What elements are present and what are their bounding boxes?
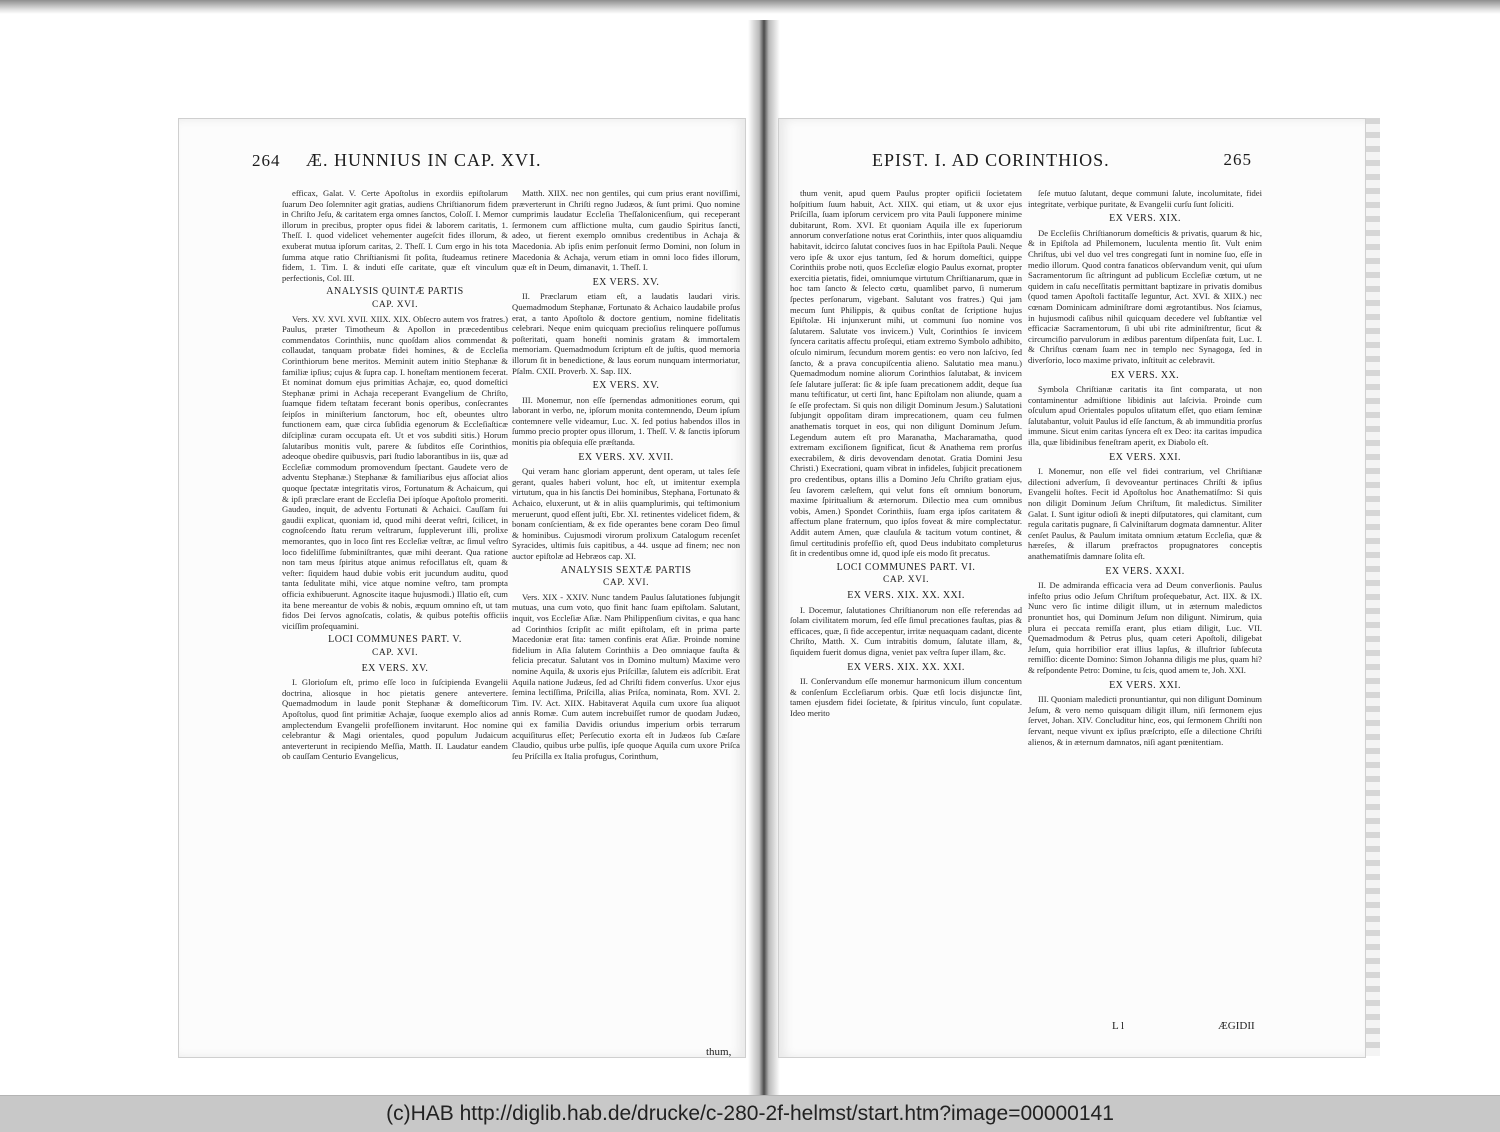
right-column-2 [1028,188,1262,1048]
page-edge-strip [1366,118,1380,1056]
paragraph: II. De admiranda efficacia vera ad Deum converſionis. Paulus infeſto prius odio Jeſum Chriſtum proſequebatur, Act. IIX. & IX. Nunc vero ſic intime diligit illum, ut in æternum maledictos pronuntiet hos, qui Dominum Jeſum non diligunt. Nimirum, quia plura ei peccata remiſſa erant, plus etiam diligit, Luc. VII. Quemadmodum & Petrus plus, quam ceteri Apoſtoli, diligebat Jeſum, quia horribilior erat illius lapſus, & illuſtrior ſubſecuta remiſſio: dicente Domino: Simon Johanna diligis me plus, quam hi? & reſpondente Petro: Domine, tu ſcis, quod amem te, Joh. XXI. [1028,580,1262,675]
section-heading: LOCI COMMUNES PART. VI. [836,561,976,573]
verse-heading: EX VERS. XIX. [1109,213,1181,225]
verse-heading: EX VERS. XIX. XX. XXI. [847,661,965,673]
verse-heading: EX VERS. XV. [361,662,429,674]
chapter-heading: CAP. XVI. [603,578,649,589]
scan-top-shadow [0,0,1500,14]
right-header-title: EPIST. I. AD CORINTHIOS. [872,150,1110,170]
paragraph: thum venit, apud quem Paulus propter opificii ſocietatem hoſpitium ſuum habuit, Act. XIIX. qui etiam, ut & uxor ejus Priſcilla, ſuam ipſorum cervicem pro vita Pauli ſupponere minime dubitarunt, Rom. XVI. Et quoniam Aquila ille ex ſuperiorum annorum converſatione notus erat Corinthiis, inter quos aliquamdiu habitavit, idcirco ſalutat concives ſuos in hac Epiſtola Pauli. Neque vero ipſe & uxor ejus tantum, ſed & horum domeſtici, quippe Corinthiis probe noti, quos Eccleſiæ elogio Paulus exornat, propter exercitia pietatis, fidei, omniumque virtutum Chriſtianarum, quæ in hoc tam ſancto & ſelecto cœtu, quamlibet parvo, ſi numerum ſpectes perſonarum, vigebant. Salutant vos fratres.) Qui jam mecum ſunt Philippis, & quibus conſtat de ſcriptione hujus Epiſtolæ. Hi injunxerunt mihi, ut communi ſuo nomine vos ſalutarem. Salutate vos invicem.) Vult, Corinthios ſe invicem ſyncera caritatis affectu proſequi, etiam extremo Symbolo adhibito, oſculo nimirum, ſecundum morem gentis: eo vero non laſcivo, ſed ſancto, & a prava concupiſcentia alieno. Salutatio mea manu.) Quemadmodum nomine aliorum Corinthios ſalutabat, & invicem ſeſe ſalutare juſſerat: ſic & ipſe ſuam precationem addit, deque ſua manu teſtificatur, ut certi ſint, hanc Epiſtolam non aliunde, quam a ſe eſſe profectam. Si quis non diligit Dominum Jesum.) Salutationi ſubjungit oppoſitam diram imprecationem, quam ceu fulmen anathematis torquet in eos, qui non diligunt Dominum Jeſum. Legendum autem eſt pro Maranatha, Macharamatha, quod extremam exciſionem ſignificat, ſicut & Anathema rem prorſus execrabilem, & diris devovendam denotat. Gratia Domini Jesu Christi.) Execrationi, quam vibrat in infideles, ſubjicit precationem pro credentibus, optans illis a Domino Jeſu Chriſto gratiam ejus, ſeu ſavorem cæleſtem, qui velut fons eſt omnium bonorum, maxime ſpiritualium & æternorum. Dilectio mea cum omnibus vobis, Amen.) Spondet Corinthiis, ſuam erga ipſos caritatem & affectum plane fraternum, quo ipſos foveat & mire complectatur. Addit autem Amen, quæ clauſula & tacitum votum continet, & ſimul certitudinis profeſſio eſt, quod Deus indubitato completurus ſit in credentibus omne id, quod ipſe eis modo ſit precatus. [790,188,1022,559]
left-header-title: Æ. HUNNIUS IN CAP. XVI. [306,150,542,170]
verse-heading: EX VERS. XV. [592,276,660,288]
paragraph: Symbola Chriſtianæ caritatis ita ſint comparata, ut non contaminentur admiſtione libidinis aut laſcivia. Proinde cum oſculum apud Orientales populos uſitatum eſſet, quo etiam ſeminæ ſalutabantur, voluit Paulus id eſſe ſanctum, & ab immunditia prorſus immune. Sicut enim caritas ſyncera eſt ex Deo: ita caritas impudica illa, quæ libidinibus feneſtram aperit, ex Diabolo eſt. [1028,384,1262,448]
paragraph: III. Quoniam maledicti pronuntiantur, qui non diligunt Dominum Jeſum, & vero nemo quisquam diligit illum, niſi ſermonem ejus ſervet, Johan. XIV. Concluditur hinc, eos, qui ſermonem Chriſti non ſervant, neque vivunt ex ipſius præſcripto, eſſe a dilectione Chriſti alienos, & in æternum damnatos, niſi agant pœnitentiam. [1028,694,1262,747]
paragraph: efficax, Galat. V. Certe Apoſtolus in exordiis epiſtolarum ſuarum Deo ſolemniter agit gratias, audiens Chriſtianorum fidem in Chriſto Jeſu, & caritatem erga omnes ſanctos, Coloſſ. I. Memor illorum in precibus, propter opus fidei & laborem caritatis, 1. Theſſ. I. quod videlicet vehementer augeſcit fides illorum, & exuberat mutua ipſorum caritas, 2. Theſſ. I. Cum ergo in his tota ſumma atque ratio Chriſtianismi ſit poſita, ſtudeamus retinere fidem, 1. Tim. I. & induti eſſe caritate, quæ eſt vinculum perfectionis, Col. III. [282,188,508,283]
paragraph: ſeſe mutuo ſalutant, deque communi ſalute, incolumitate, fidei integritate, verbique puritate, & Evangelii curſu ſunt ſoliciti. [1028,188,1262,209]
credit-text: (c)HAB http://diglib.hab.de/drucke/c-280-2f-helmst/start.htm?image=00000141 [386,1102,1114,1125]
verse-heading: EX VERS. XIX. XX. XXI. [847,589,965,601]
paragraph: II. Præclarum etiam eſt, a laudatis laudari viris. Quemadmodum Stephanæ, Fortunato & Achaico laudabile proſus erat, a tanto Apoſtolo & doctore gentium, nomine fidelitatis celebrari. Neque enim quicquam precioſius relinquere poſſumus poſteritati, quam honeſti nominis gratam & immortalem memoriam. Quemadmodum ſcriptum eſt de juſtis, quod memoria illorum ſit in benedictione, & laus eorum nunquam intermoriatur, Pſalm. CXII. Proverb. X. Sap. IIX. [512,291,740,376]
section-heading: ANALYSIS SEXTÆ PARTIS [560,564,692,576]
paragraph: III. Monemur, non eſſe ſpernendas admonitiones eorum, qui laborant in verbo, ne, ipſorum monita contemnendo, Deum ipſum contemnere velle videamur, Luc. X. ſed potius habendos illos in ſummo precio propter opus illorum, 1. Theſſ. V. & ſanctis ipſorum monitis pia obſequia eſſe præſtanda. [512,394,740,448]
right-column-1 [790,188,1022,1048]
paragraph: Matth. XIIX. nec non gentiles, qui cum prius erant noviſſimi, præverterunt in Chriſti regno Judæos, & ſunt primi. Quo nomine cumprimis laudatur Eccleſia Theſſalonicenſium, qui receperant ſermonem cum afflictione multa, cum gaudio Spiritus ſancti, adeo, ut fierent exemplo omnibus credentibus in Achaja & Macedonia. Ab ipſis enim perſonuit ſermo Domini, non ſolum in Macedonia & Achaja, verum etiam in omni loco fides illorum, quæ eſt in Deum, dimanavit, 1. Theſſ. I. [512,188,740,273]
verse-heading: EX VERS. XV. [592,380,660,392]
paragraph: I. Docemur, ſalutationes Chriſtianorum non eſſe referendas ad ſolam civilitatem morum, ſed eſſe ſimul precationes fauſtas, pias & efficaces, quæ, ſi fide accepentur, irritæ nequaquam cadant, dicente Chriſto, Matth. X. Cum intrabitis domum, ſalutate illam, &, ſiquidem fuerit domus digna, veniet pax veſtra ſuper illam, &c. [790,604,1022,657]
chapter-heading: CAP. XVI. [883,575,929,586]
book-gutter [748,20,780,1095]
chapter-heading: CAP. XVI. [372,647,418,658]
verse-heading: EX VERS. XXI. [1109,451,1181,463]
right-page-number: 265 [1223,150,1252,169]
paragraph: De Eccleſiis Chriſtianorum domeſticis & privatis, quarum & hic, & in Epiſtola ad Philemonem, luculenta mentio ſit. Vult enim Chriſtus, ubi vel duo vel tres congregati ſunt in nomine ſuo, eſſe in medio illorum. Quod contra fanaticos obſervandum venit, qui uſum Sacramentorum ſic aſtringunt ad publicum Eccleſiæ cœtum, ut ne quidem in caſu neceſſitatis permittant baptizare in privatis domibus (quod tamen Apoſtoli factitaſſe leguntur, Act. XVI. & XIIX.) nec cœnam Dominicam adminiſtrare domi ægrotantibus. Nos ſciamus, in hujusmodi caſibus nihil quicquam decedere vel ſubſtantiæ vel efficaciæ Sacramentorum, ſi ubi ubi rite adminiſtrentur, ſicut & circumciſio parvulorum in ædibus parentum diſpenſata fuit, Luc. I. & Chriſtus cœnam ſuam nec in templo nec Synagoga, ſed in diverſorio, loco maxime privato, inſtituit ac celebravit. [1028,227,1262,365]
left-page-number: 264 [252,151,281,170]
credit-bar [0,1095,1500,1132]
section-heading: LOCI COMMUNES PART. V. [328,634,462,646]
verse-heading: EX VERS. XX. [1111,369,1179,381]
paragraph: Vers. XIX - XXIV. Nunc tandem Paulus ſalutationes ſubjungit mutuas, una cum voto, quo finit hanc ſuam epiſtolam. Salutant, inquit, vos Eccleſiæ Aſiæ. Nam Philippenſium civitas, e qua hanc ad Corinthios ſcripſit ac miſit epiſtolam, eſt in prima parte Macedoniæ erat ſita: tamen confinis erat Aſiæ. Proinde nomine fidelium in Aſia ſalutem Corinthiis a Deo omniaque fauſta & felicia precatur. Salutant vos in Domino multum) Maxime vero nomine Aquila, & uxoris ejus Priſcillæ, ſalutem eis adſcribit. Erat Aquila natione Judæus, ſed ad Chriſti fidem converſus. Uxor ejus ſemina lectiſſima, Priſcilla, alias Priſca, nominata, Rom. XVI. 2. Tim. IV. Act. XIIX. Habitaverat Aquila cum uxore ſua aliquot annis Romæ. Cum autem increbuiſſet rumor de quodam Judæo, qui ex familia Davidis oriundus imperium orbis terrarum acquiſiturus eſſet; Perſecutio exorta eſt in Judæos ſub Cæſare Claudio, quibus urbe pulſis, ipſe quoque Aquila cum uxore Priſca ſeu Priſcilla ex Italia profugus, Corinthum, [512,591,740,761]
left-column-1 [282,188,508,1048]
verse-heading: EX VERS. XXXI. [1105,565,1185,577]
verse-heading: EX VERS. XV. XVII. [578,451,674,463]
right-catchword: ÆGIDII [1218,1020,1255,1032]
paragraph: Vers. XV. XVI. XVII. XIIX. XIX. Obſecro autem vos fratres.) Paulus, præter Timotheum & Apollon in præcedentibus commendatos Corinthiis, nunc quoſdam alios commendat & collaudat, tanquam probatæ fidei homines, & de Eccleſia Corinthiorum bene meritos. Meminit autem initio Stephanæ & familiæ ipſius; cujus & ſupra cap. I. honeſtam mentionem fecerat. Et nominat domum ejus primitias Achajæ, eo, quod domeſtici Stephanæ primi in Achaja receperant Evangelium de Chriſto, ſuamque fidem teſtatam fecerant bonis operibus, conſecrantes ſeipſos in miniſterium ſanctorum, hoc eſt, obeuntes ultro functionem eam, quæ circa ſubſidia egenorum & Eccleſiaſticæ diſciplinæ curam occupata eſt. Ut et vos subditi sitis.) Horum ſalutaribus monitis vult, parere & ſubditos eſſe Corinthios, adeoque obedire quibusvis, pari ſtudio laborantibus in iis, quæ ad Eccleſiæ commodum promovendum ſpectant. Gaudete vero de adventu Stephanæ.) Stephanæ & familiaribus ejus aſſociat alios quoque ſpectatæ integritatis viros, Fortunatum & Achaicum, qui & ipſi præclare erant de Eccleſia Dei ipſoque Apoſtolo promeriti. Gaudeo, inquit, de adventu Fortunati & Achaici. Cauſſam ſui gaudii explicat, quoniam id, quod mihi deerat veſtri, ſcilicet, in cognoſcendo ſtatu rerum veſtrarum, ſuppleverunt illi, prolixe memorantes, quo in loco ſint res Eccleſiæ veſtræ, ac ſimul veſtro loco fideliſſime ſubminiſtrantes, quæ mihi deerant. Qua ratione non tam meus ſpiritus atque animus refocillatus eſt, quam & veſter: ſiquidem haud dubie vobis erit jucundum auditu, quod tanta ſedulitate mihi, vice atque nomine veſtro, tam prompta officia exhibuerunt. Agnoscite itaque hujusmodi.) Illatio eſt, cum ita bene mereantur de vobis & nobis, æquum omnino eſt, ut tam fidos Dei ſervos agnoſcatis, colatis, & quibus poteſtis officiis viciſſim proſequamini. [282,313,508,631]
right-running-head [872,150,1252,180]
paragraph: I. Glorioſum eſt, primo eſſe loco in ſuſcipienda Evangelii doctrina, aliosque in hoc pietatis genere antevertere. Quemadmodum in laude ponit Stephanæ & domeſticorum Apoſtolus, quod ſint primitiæ Achajæ, ſuoque exemplo alios ad amplectendum Evangelii profeſſionem invitarunt. Hoc nomine celebrantur & Magi orientales, quod populum Judaicum anteverterunt in recipiendo Meſſia, Matth. II. Laudatur eandem ob cauſſam Centurio Evangelicus, [282,677,508,762]
left-column-2 [512,188,740,1048]
signature-mark: L l [1112,1020,1125,1032]
paragraph: II. Conſervandum eſſe monemur harmonicum illum concentum & conſenſum Eccleſiarum orbis. Quæ etſi locis disjunctæ ſint, tamen ejusdem fidei ſocietate, & ſpiritus vinculo, ſunt copulatæ. Ideo merito [790,676,1022,718]
section-heading: ANALYSIS QUINTÆ PARTIS [326,286,464,298]
left-running-head [252,150,722,180]
left-catchword: thum, [706,1046,732,1058]
paragraph: Qui veram hanc gloriam apperunt, dent operam, ut tales ſeſe gerant, quales haberi volunt, hoc eſt, ut imitentur exempla virtutum, qua in his ſanctis Dei hominibus, Stephana, Fortunato & Achaico, eluxerunt, ut & in aliis quamplurimis, qui teſtimonium meruerunt, quod eſſent juſti, Ebr. XI. retinentes videlicet fidem, & bonam conſcientiam, & ex fide operantes bene coram Deo ſimul & hominibus. Cujusmodi virorum prolixum Catalogum recenſet Syracides, ultimis ſuis capitibus, a 44. usque ad finem; nec non auctor epiſtolæ ad Hebræos cap. XI. [512,466,740,561]
verse-heading: EX VERS. XXI. [1109,679,1181,691]
paragraph: I. Monemur, non eſſe vel fidei contrarium, vel Chriſtianæ dilectioni adverſum, ſi devoveantur pertinaces Chriſti & ipſius Evangelii hoſtes. Fecit id Apoſtolus hoc Anathematiſmo: Si quis non diligit Dominum Jeſum Chriſtum, ſit maledictus. Similiter Galat. I. Sunt igitur odioſi & inepti diſputatores, qui clamitant, cum regula caritatis pugnare, ſi Calviniſtarum dogmata damnentur. Aliter cenſet Paulus, & Paulum imitata omnium ætatum Eccleſia, quæ & hæreſes, & illarum præfractos propugnatores conceptis anathematiſmis damnare ſolita eſt. [1028,466,1262,561]
chapter-heading: CAP. XVI. [372,299,418,310]
